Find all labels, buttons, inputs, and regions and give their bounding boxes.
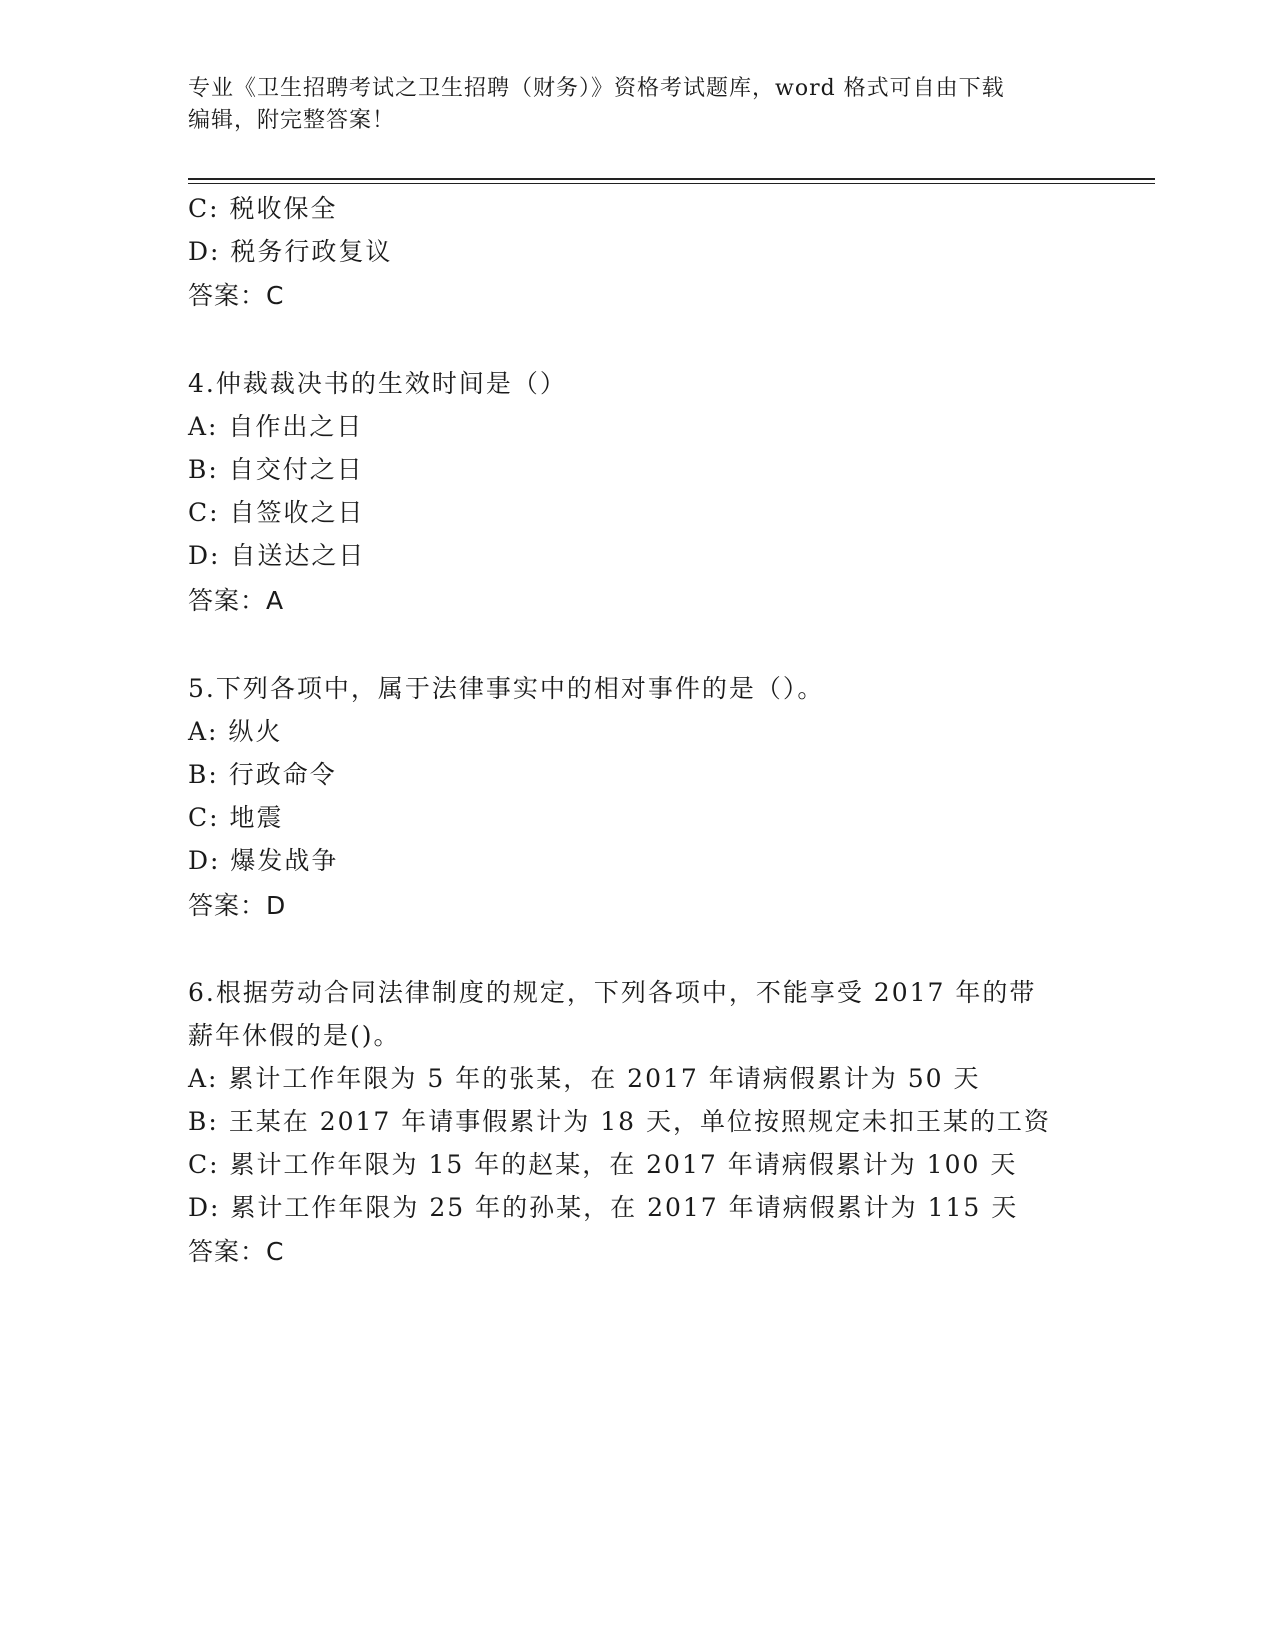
q3-answer: 答案：C — [188, 281, 285, 310]
q3-option-d: D: 税务行政复议 — [188, 237, 393, 266]
q6-option-b: B: 王某在 2017 年请事假累计为 18 天，单位按照规定未扣王某的工资 — [188, 1107, 1051, 1136]
header-divider-thick — [188, 178, 1155, 180]
q5-stem: 5.下列各项中，属于法律事实中的相对事件的是（）。 — [188, 674, 825, 703]
q6-option-c: C: 累计工作年限为 15 年的赵某，在 2017 年请病假累计为 100 天 — [188, 1150, 1018, 1179]
q5-option-c: C: 地震 — [188, 803, 284, 832]
q4-answer: 答案：A — [188, 586, 285, 615]
q4-option-d: D: 自送达之日 — [188, 541, 366, 570]
header-line-1: 专业《卫生招聘考试之卫生招聘（财务）》资格考试题库，word 格式可自由下载 — [188, 76, 1005, 101]
header-line-2: 编辑，附完整答案！ — [188, 108, 396, 133]
q5-answer: 答案：D — [188, 891, 287, 920]
q6-answer: 答案：C — [188, 1237, 285, 1266]
q6-stem-line-1: 6.根据劳动合同法律制度的规定，下列各项中，不能享受 2017 年的带 — [188, 978, 1037, 1007]
q3-option-c: C: 税收保全 — [188, 194, 338, 223]
q4-option-b: B: 自交付之日 — [188, 455, 364, 484]
q4-option-a: A: 自作出之日 — [188, 412, 364, 441]
q6-option-d: D: 累计工作年限为 25 年的孙某，在 2017 年请病假累计为 115 天 — [188, 1193, 1019, 1222]
q6-stem-line-2: 薪年休假的是()。 — [188, 1021, 401, 1050]
q5-option-b: B: 行政命令 — [188, 760, 337, 789]
header-divider-thin — [188, 183, 1155, 184]
q4-option-c: C: 自签收之日 — [188, 498, 365, 527]
q5-option-a: A: 纵火 — [188, 717, 283, 746]
q6-option-a: A: 累计工作年限为 5 年的张某，在 2017 年请病假累计为 50 天 — [188, 1064, 981, 1093]
q4-stem: 4.仲裁裁决书的生效时间是（） — [188, 369, 567, 398]
document-header — [188, 73, 1088, 137]
q5-option-d: D: 爆发战争 — [188, 846, 339, 875]
